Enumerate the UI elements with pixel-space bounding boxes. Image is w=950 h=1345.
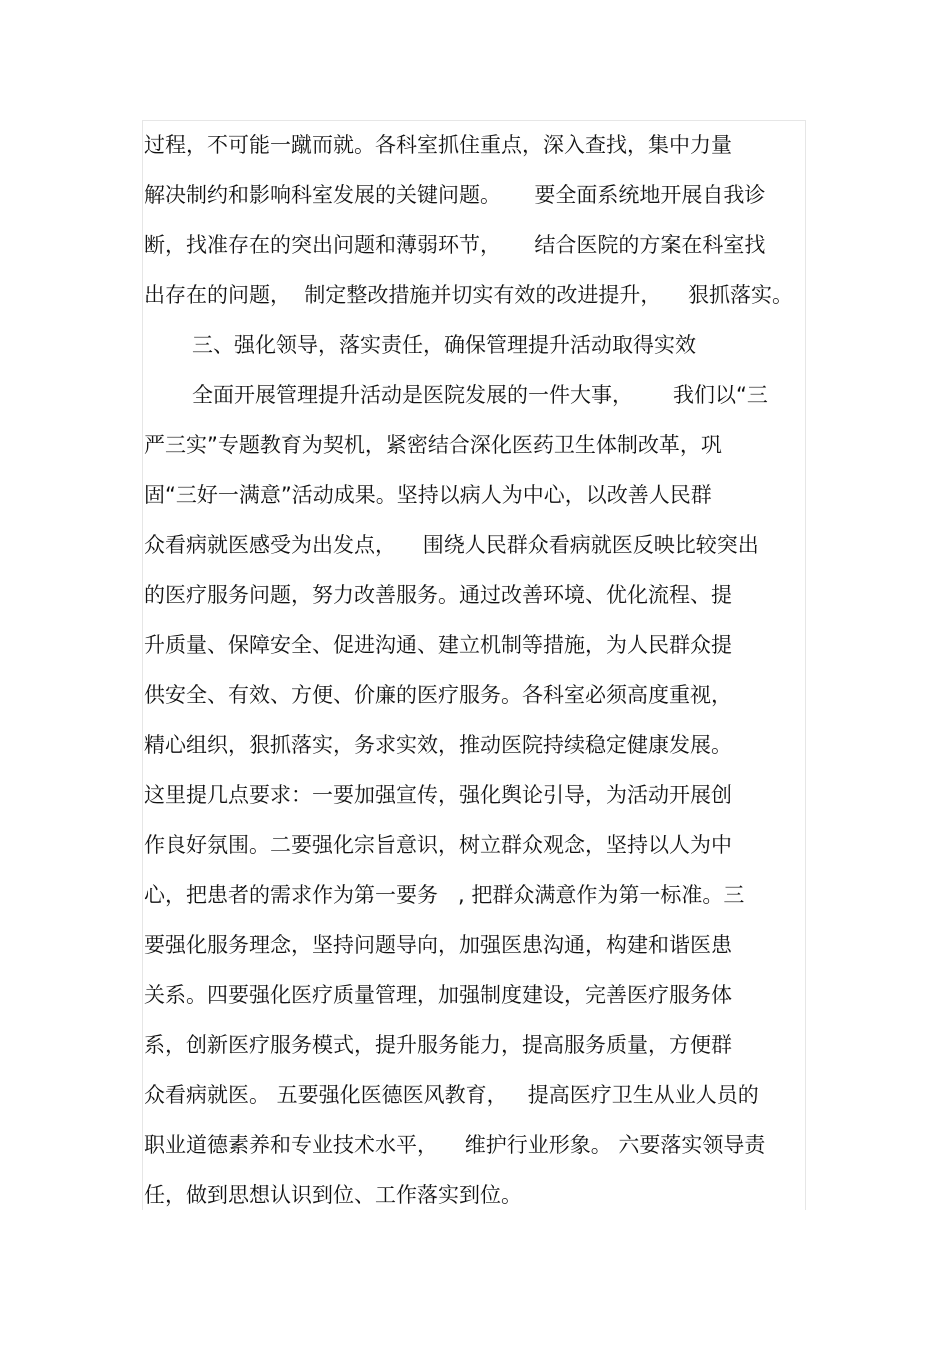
text-line: 固“三好一满意”活动成果。坚持以病人为中心，以改善人民群	[144, 483, 712, 507]
text-line: 任，做到思想认识到位、工作落实到位。	[144, 1183, 522, 1207]
text-line: 供安全、有效、方便、价廉的医疗服务。各科室必须高度重视，	[144, 683, 732, 707]
text-line: 过程，不可能一蹴而就。各科室抓住重点，深入查找，集中力量	[144, 133, 732, 157]
text-line: 出存在的问题， 制定整改措施并切实有效的改进提升， 狠抓落实。	[144, 283, 794, 307]
text-line: 断，找准存在的突出问题和薄弱环节， 结合医院的方案在科室找	[144, 233, 766, 257]
text-line: 关系。四要强化医疗质量管理，加强制度建设，完善医疗服务体	[144, 983, 732, 1007]
text-line: 全面开展管理提升活动是医院发展的一件大事， 我们以“三	[192, 383, 768, 407]
text-line: 的医疗服务问题，努力改善服务。通过改善环境、优化流程、提	[144, 583, 732, 607]
text-line: 作良好氛围。二要强化宗旨意识，树立群众观念，坚持以人为中	[144, 833, 732, 857]
document-body	[144, 120, 806, 1220]
text-line: 要强化服务理念，坚持问题导向，加强医患沟通，构建和谐医患	[144, 933, 732, 957]
text-line: 系，创新医疗服务模式，提升服务能力，提高服务质量，方便群	[144, 1033, 732, 1057]
text-line: 解决制约和影响科室发展的关键问题。 要全面系统地开展自我诊	[144, 183, 766, 207]
text-line: 众看病就医。 五要强化医德医风教育， 提高医疗卫生从业人员的	[144, 1083, 759, 1107]
text-line: 心，把患者的需求作为第一要务 , 把群众满意作为第一标准。三	[144, 883, 745, 907]
text-line: 众看病就医感受为出发点， 围绕人民群众看病就医反映比较突出	[144, 533, 759, 557]
text-line: 职业道德素养和专业技术水平， 维护行业形象。 六要落实领导责	[144, 1133, 766, 1157]
text-line: 升质量、保障安全、促进沟通、建立机制等措施，为人民群众提	[144, 633, 732, 657]
section-heading: 三、强化领导，落实责任，确保管理提升活动取得实效	[192, 333, 696, 357]
text-line: 精心组织，狠抓落实，务求实效，推动医院持续稳定健康发展。	[144, 733, 732, 757]
text-line: 严三实”专题教育为契机，紧密结合深化医药卫生体制改革，巩	[144, 433, 722, 457]
text-line: 这里提几点要求：一要加强宣传，强化舆论引导，为活动开展创	[144, 783, 732, 807]
